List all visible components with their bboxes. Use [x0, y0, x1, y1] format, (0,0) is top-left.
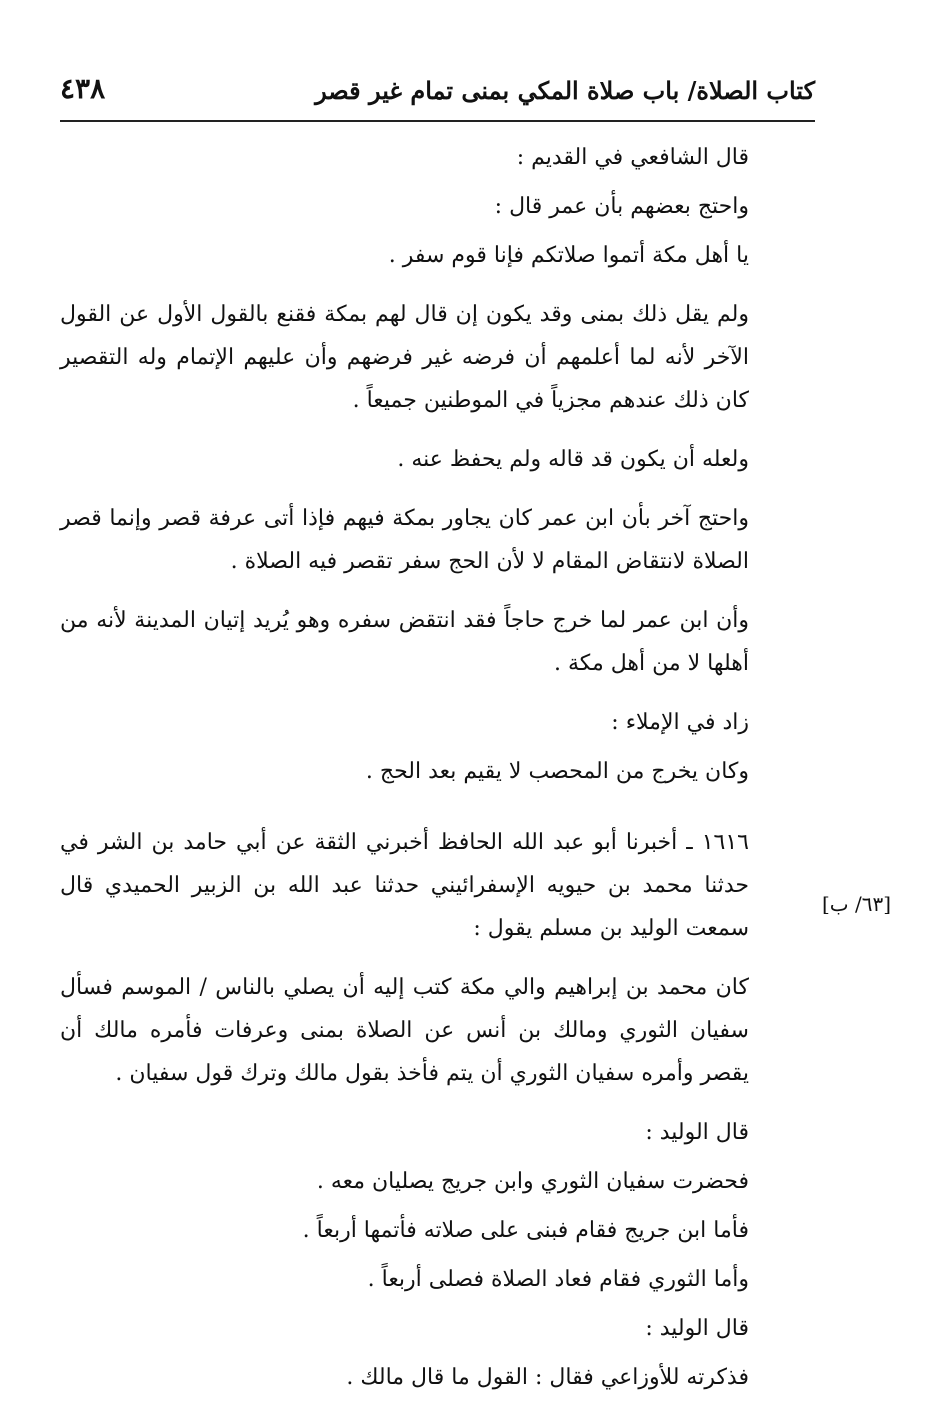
margin-note: [٦٣/ ب]: [822, 892, 892, 916]
paragraph: فأما ابن جريج فقام فبنى على صلاته فأتمها أربعاً .: [302, 1218, 749, 1243]
paragraph: وكان يخرج من المحصب لا يقيم بعد الحج .: [365, 759, 749, 784]
hadith-paragraph: ١٦١٦ ـ أخبرنا أبو عبد الله الحافظ أخبرني الثقة عن أبي حامد بن الشر في حدثنا محمد بن حيويه الإسفرائيني حدثنا عبد الله بن الزبير الحميدي قال سمعت الوليد بن مسلم يقول :: [60, 830, 749, 941]
body-text: [60, 136, 815, 1405]
running-title: كتاب الصلاة/ باب صلاة المكي بمنى تمام غير قصر: [315, 76, 815, 105]
paragraph: ولعله أن يكون قد قاله ولم يحفظ عنه .: [397, 447, 749, 472]
paragraph: وأن ابن عمر لما خرج حاجاً فقد انتقض سفره وهو يُريد إتيان المدينة لأنه من أهلها لا من أهل مكة .: [60, 608, 749, 676]
paragraph: فذكرته للأوزاعي فقال : القول ما قال مالك .: [346, 1365, 749, 1390]
paragraph: وأما الثوري فقام فعاد الصلاة فصلى أربعاً .: [367, 1267, 749, 1292]
paragraph: قال الشافعي في القديم :: [516, 145, 749, 170]
paragraph: واحتج بعضهم بأن عمر قال :: [494, 194, 749, 219]
paragraph: قال الوليد :: [645, 1120, 749, 1145]
paragraph: فحضرت سفيان الثوري وابن جريج يصليان معه .: [316, 1169, 749, 1194]
paragraph: ولم يقل ذلك بمنى وقد يكون إن قال لهم بمكة فقنع بالقول الأول عن القول الآخر لأنه لما أعلمهم أن فرضه غير فرضهم وأن عليهم الإتمام وله التقصير كان ذلك عندهم مجزياً في الموطنين جميعاً .: [60, 302, 749, 413]
paragraph: قال الوليد :: [645, 1316, 749, 1341]
page-header: [60, 72, 815, 122]
paragraph: زاد في الإملاء :: [611, 710, 749, 735]
paragraph: كان محمد بن إبراهيم والي مكة كتب إليه أن يصلي بالناس / الموسم فسأل سفيان الثوري ومالك بن أنس عن الصلاة بمنى وعرفات فأمره مالك أن يقصر وأمره سفيان الثوري أن يتم فأخذ بقول مالك وترك قول سفيان .: [60, 975, 749, 1086]
paragraph: واحتج آخر بأن ابن عمر كان يجاور بمكة فيهم فإذا أتى عرفة قصر وإنما قصر الصلاة لانتقاض المقام لا لأن الحج سفر تقصر فيه الصلاة .: [60, 506, 749, 574]
page-number: ٤٣٨: [60, 72, 106, 105]
paragraph: يا أهل مكة أتموا صلاتكم فإنا قوم سفر .: [388, 243, 749, 268]
